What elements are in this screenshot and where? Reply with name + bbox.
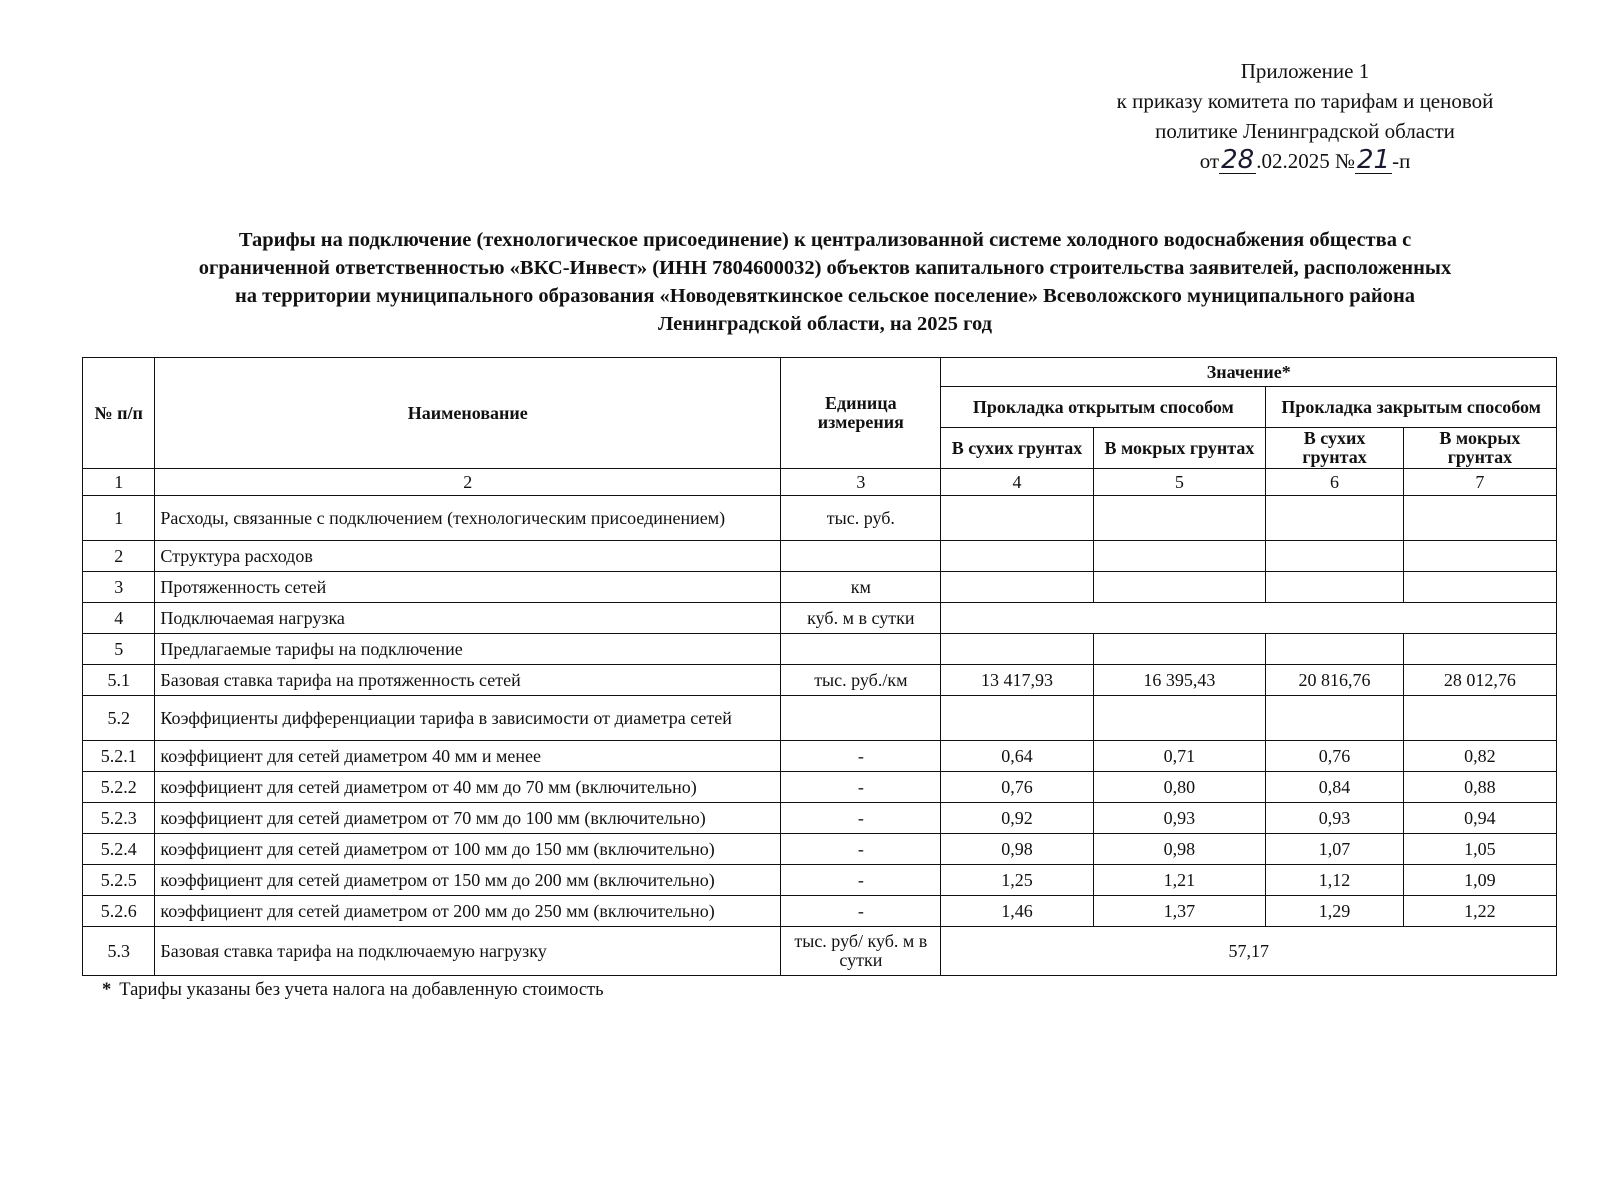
row-unit: - bbox=[781, 803, 941, 834]
table-row bbox=[83, 834, 1557, 865]
value-open-wet bbox=[1093, 572, 1266, 603]
value-closed-dry: 1,29 bbox=[1266, 896, 1404, 927]
column-number: 4 bbox=[941, 469, 1093, 496]
column-number: 1 bbox=[83, 469, 155, 496]
value-closed-dry: 1,12 bbox=[1266, 865, 1404, 896]
value-closed-dry: 20 816,76 bbox=[1266, 665, 1404, 696]
value-closed-wet bbox=[1403, 572, 1556, 603]
column-number: 5 bbox=[1093, 469, 1266, 496]
value-closed-wet bbox=[1403, 496, 1556, 541]
value-open-wet bbox=[1093, 696, 1266, 741]
table-row bbox=[83, 803, 1557, 834]
row-name: Предлагаемые тарифы на подключение bbox=[155, 634, 781, 665]
value-open-dry bbox=[941, 572, 1093, 603]
col-header-closed-method: Прокладка закрытым способом bbox=[1266, 387, 1557, 428]
table-row bbox=[83, 572, 1557, 603]
title-line-2: ограниченной ответственностью «ВКС-Инвест» (ИНН 7804600032) объектов капитального строительства заявителей, расположенных bbox=[198, 257, 1452, 279]
table-row bbox=[83, 896, 1557, 927]
row-unit bbox=[781, 696, 941, 741]
row-unit: тыс. руб./км bbox=[781, 665, 941, 696]
row-name: Протяженность сетей bbox=[155, 572, 781, 603]
row-unit: тыс. руб/ куб. м в сутки bbox=[781, 927, 941, 976]
col-header-open-method: Прокладка открытым способом bbox=[941, 387, 1266, 428]
value-closed-wet: 1,09 bbox=[1403, 865, 1556, 896]
value-merged: 57,17 bbox=[941, 927, 1557, 976]
table-row bbox=[83, 696, 1557, 741]
order-reference-line1: к приказу комитета по тарифам и ценовой bbox=[1116, 89, 1494, 113]
value-open-wet bbox=[1093, 634, 1266, 665]
row-num: 5 bbox=[83, 634, 155, 665]
row-num: 5.2.1 bbox=[83, 741, 155, 772]
column-number: 2 bbox=[155, 469, 781, 496]
footnote-text: Тарифы указаны без учета налога на добавленную стоимость bbox=[119, 980, 604, 1000]
value-open-wet: 1,37 bbox=[1093, 896, 1266, 927]
order-date-line bbox=[1080, 146, 1530, 176]
row-name: Структура расходов bbox=[155, 541, 781, 572]
row-unit bbox=[781, 541, 941, 572]
row-unit: - bbox=[781, 896, 941, 927]
row-name: коэффициент для сетей диаметром 40 мм и менее bbox=[155, 741, 781, 772]
value-open-dry: 1,25 bbox=[941, 865, 1093, 896]
col-header-open-dry: В сухих грунтах bbox=[941, 428, 1093, 469]
value-open-dry bbox=[941, 496, 1093, 541]
table-row bbox=[83, 541, 1557, 572]
table-row bbox=[83, 927, 1557, 976]
row-num: 5.2.5 bbox=[83, 865, 155, 896]
value-closed-wet: 28 012,76 bbox=[1403, 665, 1556, 696]
footnote bbox=[102, 980, 604, 1001]
row-name: Расходы, связанные с подключением (технологическим присоединением) bbox=[155, 496, 781, 541]
document-title bbox=[90, 226, 1560, 338]
value-open-dry: 13 417,93 bbox=[941, 665, 1093, 696]
value-closed-wet: 0,82 bbox=[1403, 741, 1556, 772]
row-name: Подключаемая нагрузка bbox=[155, 603, 781, 634]
row-unit: - bbox=[781, 741, 941, 772]
order-reference-line2: политике Ленинградской области bbox=[1155, 119, 1455, 143]
row-num: 5.2 bbox=[83, 696, 155, 741]
value-open-wet: 0,93 bbox=[1093, 803, 1266, 834]
row-num: 3 bbox=[83, 572, 155, 603]
row-name: коэффициент для сетей диаметром от 150 мм до 200 мм (включительно) bbox=[155, 865, 781, 896]
row-name: Базовая ставка тарифа на протяженность сетей bbox=[155, 665, 781, 696]
value-open-dry: 0,98 bbox=[941, 834, 1093, 865]
value-open-dry: 0,64 bbox=[941, 741, 1093, 772]
table-row bbox=[83, 772, 1557, 803]
value-open-wet bbox=[1093, 496, 1266, 541]
row-unit: - bbox=[781, 834, 941, 865]
row-num: 5.2.2 bbox=[83, 772, 155, 803]
value-open-wet bbox=[1093, 541, 1266, 572]
appendix-label: Приложение 1 bbox=[1240, 59, 1370, 83]
row-unit: тыс. руб. bbox=[781, 496, 941, 541]
row-num: 5.3 bbox=[83, 927, 155, 976]
value-open-dry: 0,76 bbox=[941, 772, 1093, 803]
value-open-dry bbox=[941, 634, 1093, 665]
value-closed-dry bbox=[1266, 541, 1404, 572]
row-unit: км bbox=[781, 572, 941, 603]
row-name: коэффициент для сетей диаметром от 40 мм до 70 мм (включительно) bbox=[155, 772, 781, 803]
value-closed-dry bbox=[1266, 696, 1404, 741]
column-number: 7 bbox=[1403, 469, 1556, 496]
row-name: Коэффициенты дифференциации тарифа в зависимости от диаметра сетей bbox=[155, 696, 781, 741]
row-num: 5.2.6 bbox=[83, 896, 155, 927]
value-closed-dry: 0,76 bbox=[1266, 741, 1404, 772]
col-header-num: № п/п bbox=[83, 358, 155, 469]
value-open-dry: 0,92 bbox=[941, 803, 1093, 834]
value-closed-wet: 1,22 bbox=[1403, 896, 1556, 927]
value-open-wet: 16 395,43 bbox=[1093, 665, 1266, 696]
value-closed-dry bbox=[1266, 634, 1404, 665]
title-line-4: Ленинградской области, на 2025 год bbox=[658, 313, 992, 335]
value-closed-dry: 0,93 bbox=[1266, 803, 1404, 834]
value-closed-wet bbox=[1403, 541, 1556, 572]
appendix-header bbox=[1080, 56, 1530, 176]
value-closed-dry bbox=[1266, 496, 1404, 541]
title-line-3: на территории муниципального образования «Новодевяткинское сельское поселение» Всеволожского муниципального района bbox=[234, 285, 1416, 307]
row-num: 1 bbox=[83, 496, 155, 541]
date-rest: .02.2025 № bbox=[1256, 149, 1355, 173]
handwritten-order-number: 21 bbox=[1356, 145, 1391, 175]
footnote-star: * bbox=[102, 980, 112, 1000]
column-number: 3 bbox=[781, 469, 941, 496]
col-header-unit: Единица измерения bbox=[781, 358, 941, 469]
value-open-wet: 0,71 bbox=[1093, 741, 1266, 772]
row-unit: - bbox=[781, 865, 941, 896]
table-row bbox=[83, 741, 1557, 772]
row-unit: - bbox=[781, 772, 941, 803]
table-row bbox=[83, 665, 1557, 696]
col-header-closed-wet: В мокрых грунтах bbox=[1403, 428, 1556, 469]
tariffs-table bbox=[82, 357, 1557, 976]
row-num: 5.1 bbox=[83, 665, 155, 696]
value-closed-wet bbox=[1403, 696, 1556, 741]
value-closed-wet: 0,88 bbox=[1403, 772, 1556, 803]
row-name: коэффициент для сетей диаметром от 200 мм до 250 мм (включительно) bbox=[155, 896, 781, 927]
row-unit bbox=[781, 634, 941, 665]
header-row-1 bbox=[83, 358, 1557, 387]
value-closed-wet: 0,94 bbox=[1403, 803, 1556, 834]
value-open-wet: 1,21 bbox=[1093, 865, 1266, 896]
col-header-value: Значение* bbox=[941, 358, 1557, 387]
col-header-open-wet: В мокрых грунтах bbox=[1093, 428, 1266, 469]
row-name: коэффициент для сетей диаметром от 100 мм до 150 мм (включительно) bbox=[155, 834, 781, 865]
value-open-wet: 0,80 bbox=[1093, 772, 1266, 803]
table-row bbox=[83, 603, 1557, 634]
order-suffix: -п bbox=[1392, 149, 1411, 173]
date-prefix: от bbox=[1199, 149, 1220, 173]
value-merged bbox=[941, 603, 1557, 634]
value-closed-wet bbox=[1403, 634, 1556, 665]
value-open-dry bbox=[941, 696, 1093, 741]
title-line-1: Тарифы на подключение (технологическое присоединение) к централизованной системе холодного водоснабжения общества с bbox=[238, 229, 1412, 251]
handwritten-day: 28 bbox=[1221, 145, 1255, 175]
value-open-dry: 1,46 bbox=[941, 896, 1093, 927]
row-name: коэффициент для сетей диаметром от 70 мм до 100 мм (включительно) bbox=[155, 803, 781, 834]
row-num: 5.2.3 bbox=[83, 803, 155, 834]
col-header-closed-dry: В сухих грунтах bbox=[1266, 428, 1404, 469]
value-open-wet: 0,98 bbox=[1093, 834, 1266, 865]
row-num: 2 bbox=[83, 541, 155, 572]
row-num: 5.2.4 bbox=[83, 834, 155, 865]
table-row bbox=[83, 496, 1557, 541]
value-closed-wet: 1,05 bbox=[1403, 834, 1556, 865]
column-numbers-row bbox=[83, 469, 1557, 496]
row-unit: куб. м в сутки bbox=[781, 603, 941, 634]
row-num: 4 bbox=[83, 603, 155, 634]
value-closed-dry bbox=[1266, 572, 1404, 603]
column-number: 6 bbox=[1266, 469, 1404, 496]
value-open-dry bbox=[941, 541, 1093, 572]
table-row bbox=[83, 865, 1557, 896]
row-name: Базовая ставка тарифа на подключаемую нагрузку bbox=[155, 927, 781, 976]
table-row bbox=[83, 634, 1557, 665]
value-closed-dry: 0,84 bbox=[1266, 772, 1404, 803]
value-closed-dry: 1,07 bbox=[1266, 834, 1404, 865]
col-header-name: Наименование bbox=[155, 358, 781, 469]
